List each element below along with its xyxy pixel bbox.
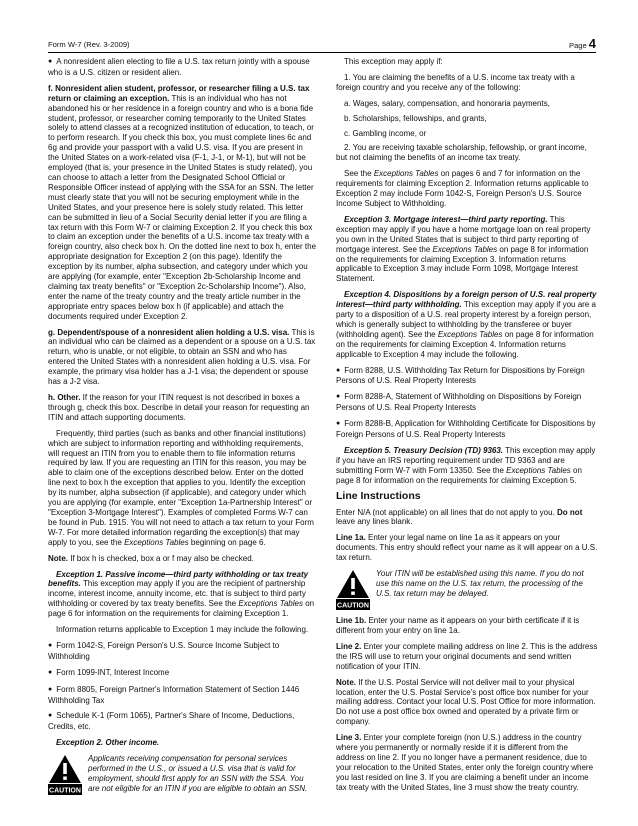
page-indicator (569, 36, 596, 51)
caution-icon (336, 569, 370, 609)
paragraph-joint-spouse: ● A nonresident alien electing to file a U.S. tax return jointly with a spouse who is a U.S. citizen or resident alien. (48, 57, 316, 78)
section-g (48, 328, 316, 387)
page-header (48, 38, 596, 52)
right-column (336, 57, 598, 799)
form-label: Form W-7 (Rev. 3-2009) (48, 40, 130, 49)
header-rule (48, 52, 596, 53)
section-h (48, 393, 316, 423)
exception-2-item-2: 2. You are receiving taxable scholarship, fellowship, or grant income, but not claiming the benefits of an income tax treaty. (336, 143, 587, 163)
section-f-body: This is an individual who has not abandoned his or her residence in a foreign country and who is a bona fide student, professor, or researcher coming temporarily to the United States solely to attend classes at a recognized institution of education, to teach, or to perform research. If you check this box, you must complete lines 6c and 6g and provide your passport with a valid U.S. visa. If you are present in the United States on a work-related visa (F-1, J-1, or M-1), but will not be employed (that is, your presence in the United States is study related), you can choose to attach a letter from the Designated School Official or Responsible Officer instead of applying with the SSA for an SSN. The letter must clearly state that you will not be securing employment while in the United States, and your presence here is solely study related. This letter can be submitted in lieu of a Social Security denial letter if you are filing a tax return with this Form W-7 or claiming Exception 2. If you check this box to claim an exception under the benefits of a U.S. income tax treaty with a foreign country, also check box h. On the dotted line next to box h, enter the appropriate designation for Exception 2 (on this page). Identify the exception by its number, alpha subsection, and category under which you are applying (for example, enter "Exception 2b-Scholarship Income and claiming tax treaty benefits" or "Exception 2c-Scholarship Income"). Also, enter the name of the treaty country and the treaty article number in the appropriate entry spaces below box h (if applicable) and attach the documents required under Exception 2. (48, 93, 317, 321)
exception-2-heading: Exception 2. Other income. (56, 738, 160, 748)
exception-1-heading: Exception 1. Passive income—third party withholding or tax treaty benefits. (48, 569, 309, 589)
svg-text:CAUTION: CAUTION (337, 602, 369, 610)
section-f (48, 84, 316, 322)
line-2: Line 2. Enter your complete mailing address on line 2. This is the address the IRS will use to return your original documents and send written notification of your ITIN. (336, 641, 598, 671)
line-instructions-heading: Line Instructions (336, 489, 421, 502)
list-item: ● Form 8288, U.S. Withholding Tax Return for Dispositions by Foreign Persons of U.S. Real Property Interests (336, 366, 598, 387)
line-1a: Line 1a. Enter your legal name on line 1a as it appears on your documents. This entry should reflect your name as it will appear on a U.S. tax return. (336, 533, 598, 563)
exception-5-heading: Exception 5. Treasury Decision (TD) 9363. (344, 446, 504, 455)
left-column (48, 57, 316, 801)
svg-text:CAUTION: CAUTION (49, 787, 81, 795)
line-3: Line 3. Enter your complete foreign (non U.S.) address in the country where you permanently or normally reside if it is different from the address on line 2. If you no longer have a permanent residence, due to your relocation to the United States, enter only the foreign country where you last resided on line 3. If you are claiming a benefit under an income tax treaty with the United States, line 3 must show the treaty country. (336, 733, 594, 792)
list-item: ● Form 1042-S, Foreign Person's U.S. Source Income Subject to Withholding (48, 641, 316, 662)
line-1b: Line 1b. Enter your name as it appears on your birth certificate if it is different from your entry on line 1a. (336, 616, 580, 635)
exception-4-heading: Exception 4. Dispositions by a foreign person of U.S. real property interest—third party withholding. (336, 290, 597, 310)
section-g-heading: g. Dependent/spouse of a nonresident alien holding a U.S. visa. (48, 327, 290, 337)
list-item: ● Form 8288-A, Statement of Withholding on Dispositions by Foreign Persons of U.S. Real Property Interests (336, 392, 598, 413)
exception-5: Exception 5. Treasury Decision (TD) 9363. This exception may apply if you have an IRS reporting requirement under TD 9363 and are submitting Form W-7 with Form 13350. See the Exceptions Tables on page 8 for information on the requirements for claiming Exception 5. (336, 446, 596, 485)
exception-1: Exception 1. Passive income—third party withholding or tax treaty benefits. This exception may apply if you are the recipient of partnership income, interest income, annuity income, etc. that is subject to third party withholding or covered by tax treaty benefits. See the Exceptions Tables on page 6 for information on the requirements for claiming Exception 1. (48, 569, 315, 619)
note-paragraph: Note. If the U.S. Postal Service will not deliver mail to your physical location, enter the U.S. Postal Service's post office box number for your mailing address. Contact your local U.S. Post Office for more information. Do not use a post office box owned and operated by a private firm or company. (336, 677, 596, 727)
exception-1-info: Information returns applicable to Exception 1 may include the following. (56, 625, 309, 635)
caution-icon (48, 754, 82, 794)
page-label: Page (569, 41, 587, 50)
page-number: 4 (588, 36, 596, 51)
exception-2-intro: This exception may apply if: (344, 57, 443, 66)
section-f-heading: f. Nonresident alien student, professor, or researcher filing a U.S. tax return or claiming an exception. (48, 83, 310, 103)
exception-4: Exception 4. Dispositions by a foreign person of U.S. real property interest—third party withholding. This exception may apply if you are a party to a disposition of a U.S. real property interest by a foreign person, which is generally subject to withholding by the transferee or buyer (withholding agent). See the Exceptions Tables on page 8 for information on the requirements for claiming Exception 4. Information returns applicable to Exception 4 may include the following. (336, 290, 597, 359)
section-g-body: This is an individual who can be claimed as a dependent or a spouse on a U.S. tax return, who is unable, or not eligible, to obtain an SSN and who has entered the United States with a nonresident alien holding a U.S. visa. For example, the primary visa holder has a J-1 visa; the dependent or spouse has a J-2 visa. (48, 327, 316, 387)
section-h-heading: h. Other. (48, 393, 81, 402)
sub-list (336, 99, 598, 139)
list-item: a. Wages, salary, compensation, and honoraria payments, (344, 98, 550, 108)
list-item: ● Form 8805, Foreign Partner's Information Statement of Section 1446 Withholding Tax (48, 685, 316, 706)
list-item: c. Gambling income, or (344, 128, 427, 138)
exception-2-item-1: 1. You are claiming the benefits of a U.S. income tax treaty with a foreign country and you receive any of the following: (336, 72, 575, 92)
exception-3-heading: Exception 3. Mortgage interest—third party reporting. (344, 214, 548, 224)
na-paragraph: Enter N/A (not applicable) on all lines that do not apply to you. Do not leave any lines blank. (336, 507, 583, 527)
list-item: b. Scholarships, fellowships, and grants, (344, 113, 487, 123)
note-paragraph: Note. If box h is checked, box a or f may also be checked. (48, 553, 254, 563)
list-item: ● Schedule K-1 (Form 1065), Partner's Share of Income, Deductions, Credits, etc. (48, 711, 316, 732)
caution-text: Your ITIN will be established using this name. If you do not use this name on the U.S. tax return, the processing of the U.S. tax return may be delayed. (376, 569, 584, 598)
third-party-paragraph: Frequently, third parties (such as banks and other financial institutions) which are subject to information reporting and withholding requirements, will request an ITIN from you to enable them to file information returns required by law. If you are requesting an ITIN for this reason, you may be able to claim one of the exceptions described below. Enter on the dotted line next to box h the exception that applies to you. Identify the exception by its number, alpha subsection (if applicable), and category under which you are applying (for example, enter "Exception 1a-Partnership Interest" or "Exception 3-Mortgage Interest"). Examples of completed Forms W-7 can be found in Pub. 1915. You will not need to attach a tax return to your Form W-7. For more detailed information regarding the exception(s) that may apply to you, see the Exceptions Tables beginning on page 6. (48, 428, 314, 547)
caution-box (336, 569, 598, 609)
caution-text: Applicants receiving compensation for personal services performed in the U.S., or issued a U.S. visa that is valid for employment, should first apply for an SSN with the SSA. You are not eligible for an ITIN if you are eligible to obtain an SSN. (88, 754, 308, 793)
exception-3: Exception 3. Mortgage interest—third party reporting. This exception may apply if you have a home mortgage loan on real property you own in the United States that is subject to third party reporting of mortgage interest. See the Exceptions Tables on page 8 for information on the requirements for claiming Exception 3. Information returns applicable to Exception 3 may include Form 1098, Mortgage Interest Statement. (336, 214, 591, 284)
list-item: ● Form 1099-INT, Interest Income (48, 668, 316, 679)
caution-box (48, 754, 316, 794)
list-item: ● Form 8288-B, Application for Withholding Certificate for Dispositions by Foreign Persons of U.S. Real Property Interests (336, 419, 598, 440)
exception-2-see: See the Exceptions Tables on pages 6 and 7 for information on the requirements for claiming Exception 2. Information returns applicable to Exception 2 may include Form 1042-S, Foreign Person's U.S. Source Income Subject to Withholding. (336, 169, 589, 208)
section-h-body: If the reason for your ITIN request is not described in boxes a through g, check this box. Describe in detail your reason for requesting an ITIN and attach supporting documents. (48, 393, 310, 422)
